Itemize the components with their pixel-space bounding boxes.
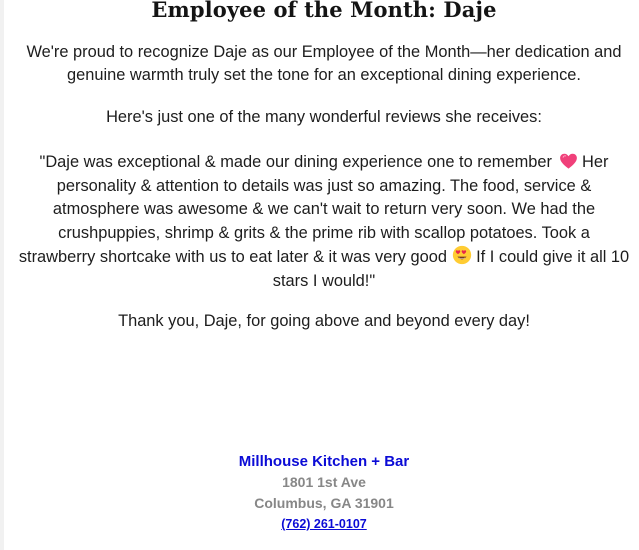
review-text-part2: Her personality & attention to details was just so amazing. The food, service & atmosphere was awesome & we can't wait to return very soon. We had the crushpuppies, shrimp & grits & the prime rib with scallop potatoes. Took a strawberry shortcake with us to eat later & it was very good: [18, 153, 609, 266]
address-line-2: Columbus, GA 31901: [254, 495, 394, 511]
page-title: Employee of the Month: Daje: [151, 0, 497, 22]
heart-eyes-emoji-icon: [452, 245, 472, 265]
left-border: [0, 0, 4, 550]
announcement-content: [18, 0, 630, 531]
restaurant-name: Millhouse Kitchen + Bar: [238, 453, 410, 470]
pink-heart-emoji-icon: [559, 153, 578, 169]
thank-you-paragraph: Thank you, Daje, for going above and beyond every day!: [118, 312, 530, 330]
review-quote: [18, 151, 630, 293]
phone-link[interactable]: (762) 261-0107: [281, 517, 367, 531]
review-text-part1: "Daje was exceptional & made our dining experience one to remember: [39, 153, 552, 171]
address-line-1: 1801 1st Ave: [282, 474, 366, 490]
intro-paragraph: We're proud to recognize Daje as our Employee of the Month—her dedication and genuine warmth truly set the tone for an exceptional dining experience.: [26, 43, 622, 84]
review-intro-paragraph: Here's just one of the many wonderful reviews she receives:: [106, 108, 542, 126]
review-text-part3: If I could give it all 10 stars I would!": [272, 248, 630, 290]
restaurant-signature: [18, 452, 630, 534]
